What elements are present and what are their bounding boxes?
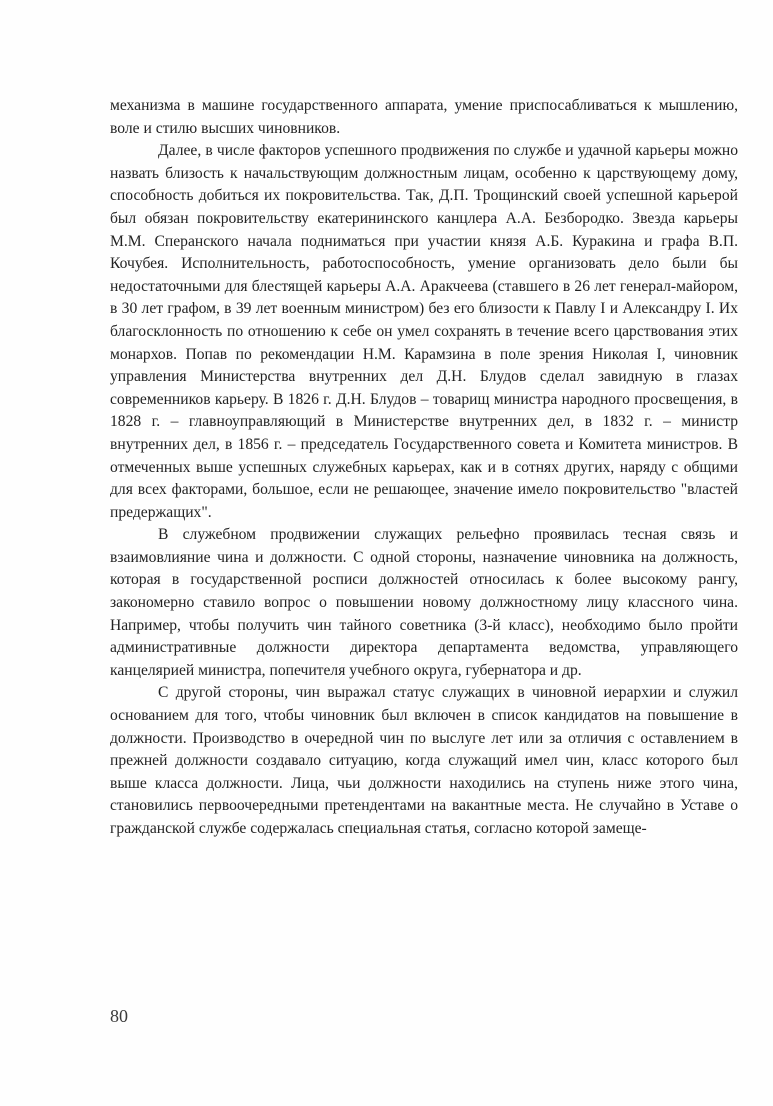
body-text <box>110 95 738 841</box>
paragraph-rank-and-position: В служебном продвижении служащих рельефно проявилась тесная связь и взаимовлияние чина и должности. С одной стороны, назначение чиновника на должность, которая в государственной росписи должностей относилась к более высокому рангу, закономерно ставило вопрос о повышении новому должностному лицу классного чина. Например, чтобы получить чин тайного советника (3-й класс), необходимо было пройти административные должности директора департамента ведомства, управляющего канцелярией министра, попечителя учебного округа, губернатора и др. <box>110 526 738 679</box>
paragraph-career-factors: Далее, в числе факторов успешного продвижения по службе и удачной карьеры можно назвать близость к начальствующим должностным лицам, особенно к царствующему дому, способность добиться их покровительства. Так, Д.П. Трощинский своей успешной карьерой был обязан покровительству екатерининского канцлера А.А. Безбородко. Звезда карьеры М.М. Сперанского начала подниматься при участии князя А.Б. Куракина и графа В.П. Кочубея. Исполнительность, работоспособность, умение организовать дело были бы недостаточными для блестящей карьеры А.А. Аракчеева (ставшего в 26 лет генерал-майором, в 30 лет графом, в 39 лет военным министром) без его близости к Павлу I и Александру I. Их благосклонность по отношению к себе он умел сохранять в течение всего царствования этих монархов. Попав по рекомендации Н.М. Карамзина в поле зрения Николая I, чиновник управления Министерства внутренних дел Д.Н. Блудов сделал завидную в глазах современников карьеру. В 1826 г. Д.Н. Блудов – товарищ министра народного просвещения, в 1828 г. – главноуправляющий в Министерстве внутренних дел, в 1832 г. – министр внутренних дел, в 1856 г. – председатель Государственного совета и Комитета министров. В отмеченных выше успешных служебных карьерах, как и в сотнях других, наряду с общими для всех факторами, большое, если не решающее, значение имело покровительство "властей предержащих". <box>110 142 738 521</box>
page-number: 80 <box>110 1006 128 1026</box>
paragraph-rank-status: С другой стороны, чин выражал статус служащих в чиновной иерархии и служил основанием для того, чтобы чиновник был включен в список кандидатов на повышение в должности. Производство в очередной чин по выслуге лет или за отличия с оставлением в прежней должности создавало ситуацию, когда служащий имел чин, класс которого был выше класса должности. Лица, чьи должности находились на ступень ниже этого чина, становились первоочередными претендентами на вакантные места. Не случайно в Уставе о гражданской службе содержалась специальная статья, согласно которой замеще- <box>110 684 738 837</box>
paragraph-continuation: механизма в машине государственного аппарата, умение приспосабливаться к мышлению, воле и стилю высших чиновников. <box>110 97 738 137</box>
